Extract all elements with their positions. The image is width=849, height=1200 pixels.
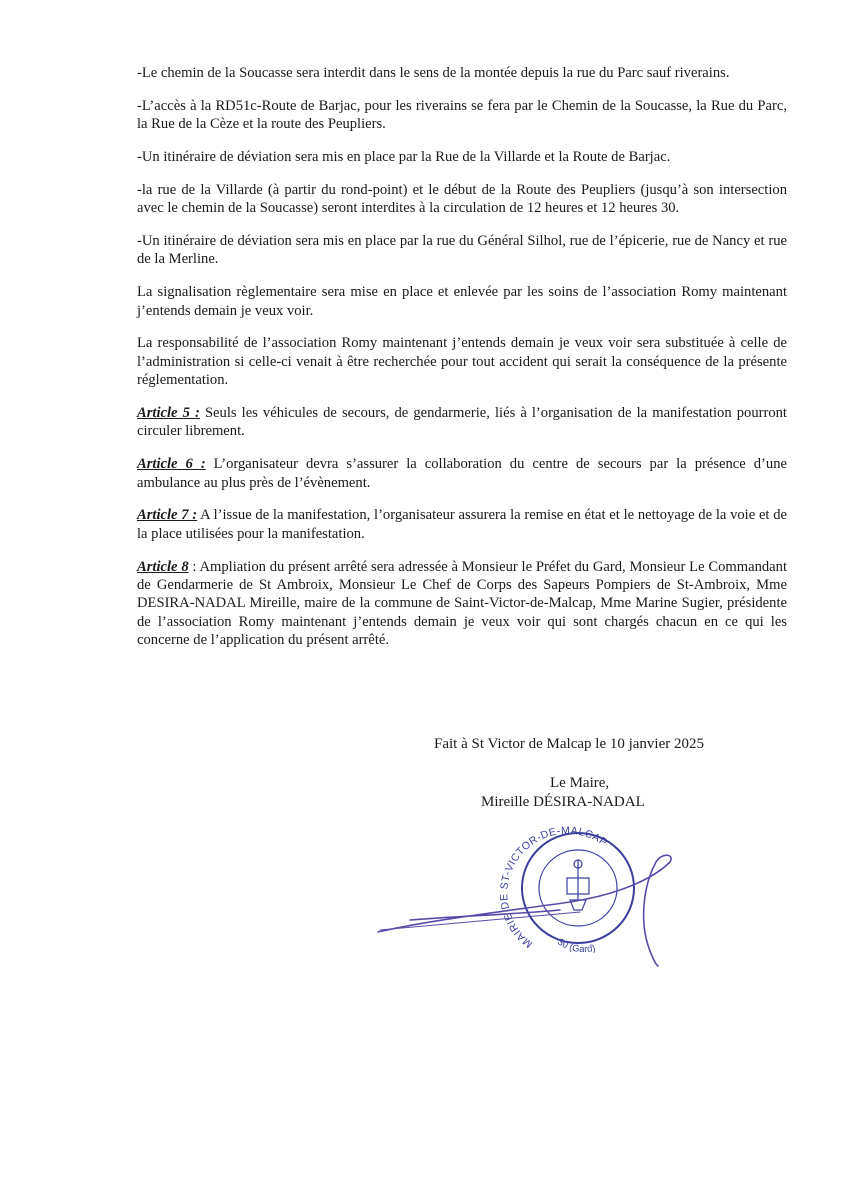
article-6 <box>137 455 787 492</box>
stamp-bottom-text: 30 (Gard) <box>555 936 597 956</box>
article-8-text: : Ampliation du présent arrêté sera adressée à Monsieur le Préfet du Gard, Monsieur Le Commandant de Gendarmerie de St Ambroix, Monsieur Le Chef de Corps des Sapeurs Pompiers de St-Ambroix, Mme DESIRA-NADAL Mireille, maire de la commune de Saint-Victor-de-Malcap, Mme Marine Sugier, présidente de l’association Romy maintenant j’entends demain je veux voir qui sont chargés chacun en ce qui les concerne de l’application du présent arrêté. <box>137 558 787 649</box>
article-6-text: L’organisateur devra s’assurer la collaboration du centre de secours par la présence d’une ambulance au plus près de l’évènement. <box>137 456 787 491</box>
stamp-ring-text: MAIRIE DE ST-VICTOR-DE-MALCAP <box>498 824 610 951</box>
article-8 <box>137 558 787 650</box>
article-5-label: Article 5 : <box>137 405 200 422</box>
stamp-and-signature <box>370 820 700 970</box>
article-6-label: Article 6 : <box>137 456 206 473</box>
paragraph-villarde: -la rue de la Villarde (à partir du rond-point) et le début de la Route des Peupliers (jusqu’à son intersection avec le chemin de la Soucasse) seront interdites à la circulation de 12 heures et 12 heures 30. <box>137 181 787 217</box>
paragraph-deviation-1: -Un itinéraire de déviation sera mis en place par la Rue de la Villarde et la Route de Barjac. <box>137 149 671 165</box>
paragraph-soucasse: -Le chemin de la Soucasse sera interdit dans le sens de la montée depuis la rue du Parc sauf riverains. <box>137 65 730 81</box>
article-7-label: Article 7 : <box>137 507 198 524</box>
paragraph-deviation-2: -Un itinéraire de déviation sera mis en place par la rue du Général Silhol, rue de l’épicerie, rue de Nancy et rue de la Merline. <box>137 233 787 268</box>
signatory-name: Mireille DÉSIRA-NADAL <box>481 794 645 810</box>
paragraph-responsabilite: La responsabilité de l’association Romy maintenant j’entends demain je veux voir sera substituée à celle de l’administration si celle-ci venait à être recherchée pour tout accident qui serait la conséquence de la présente réglementation. <box>137 335 787 389</box>
article-8-label: Article 8 <box>137 558 189 575</box>
article-5-text: Seuls les véhicules de secours, de gendarmerie, liés à l’organisation de la manifestation pourront circuler librement. <box>137 405 787 440</box>
article-5 <box>137 404 787 441</box>
article-7-text: A l’issue de la manifestation, l’organisateur assurera la remise en état et le nettoyage de la voie et de la place utilisées pour la manifestation. <box>137 507 787 542</box>
official-stamp <box>370 820 700 970</box>
paragraph-access-rd51c: -L’accès à la RD51c-Route de Barjac, pour les riverains se fera par le Chemin de la Soucasse, la Rue du Parc, la Rue de la Cèze et la route des Peupliers. <box>137 97 787 133</box>
paragraph-signalisation: La signalisation règlementaire sera mise en place et enlevée par les soins de l’association Romy maintenant j’entends demain je veux voir. <box>137 284 787 319</box>
document-body <box>137 64 787 664</box>
signatory-title: Le Maire, <box>550 775 610 791</box>
article-7 <box>137 506 787 543</box>
place-date: Fait à St Victor de Malcap le 10 janvier 2025 <box>434 736 705 752</box>
